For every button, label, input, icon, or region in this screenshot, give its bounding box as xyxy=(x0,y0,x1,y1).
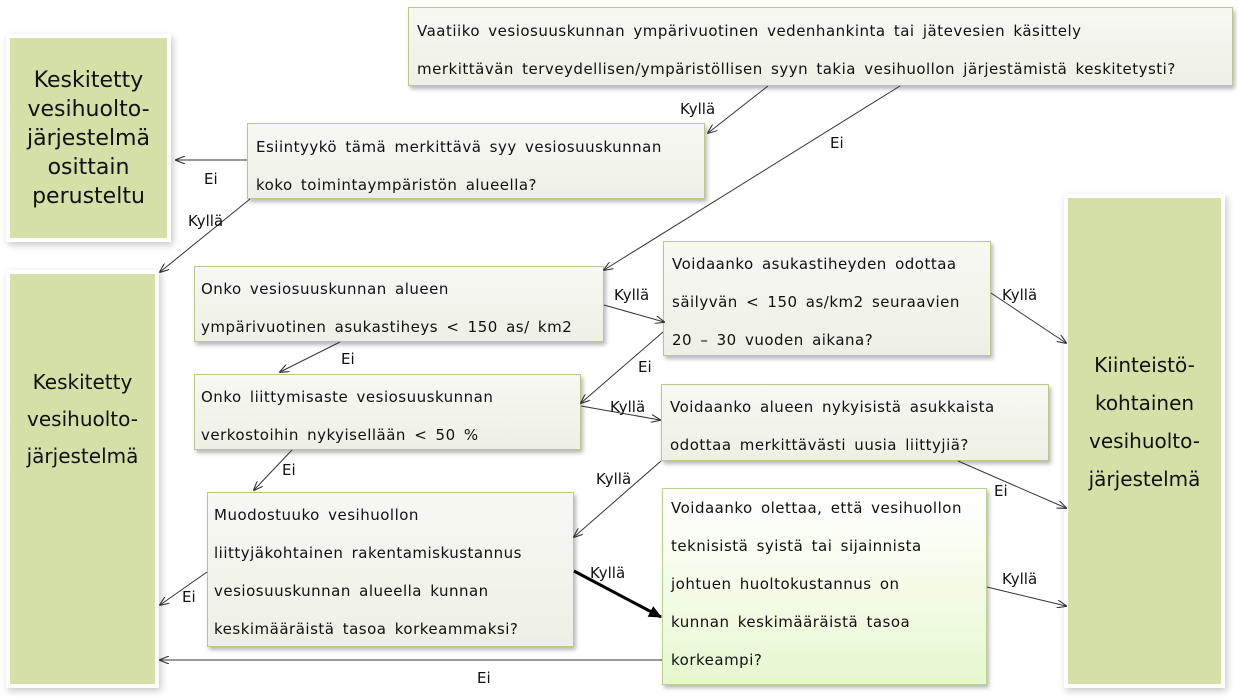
arrow-q6-no xyxy=(958,461,1066,508)
question-line: verkostoihin nykyisellään < 50 % xyxy=(201,426,479,444)
outcome-line: vesihuolto- xyxy=(27,407,138,431)
question-line: Esiintyykö tämä merkittävä syy vesiosuuskunnan xyxy=(256,138,662,156)
edge-label: Ei xyxy=(830,134,844,152)
question-line: Voidaanko alueen nykyisistä asukkaista xyxy=(670,398,995,416)
outcome-line: Kiinteistö- xyxy=(1094,353,1195,377)
arrow-q3-yes xyxy=(604,305,664,322)
arrow-q2-yes xyxy=(160,199,250,272)
edge-label: Ei xyxy=(282,461,296,479)
question-line: koko toimintaympäristön alueella? xyxy=(256,176,538,194)
edge-label: Ei xyxy=(994,482,1008,500)
outcome-line: Keskitetty xyxy=(32,370,133,394)
question-line: merkittävän terveydellisen/ympäristöllisen syyn takia vesihuollon järjestämistä keskitetysti? xyxy=(417,60,1176,78)
edge-label: Kyllä xyxy=(680,100,716,118)
edge-label: Kyllä xyxy=(1002,570,1038,588)
question-line: korkeampi? xyxy=(671,651,763,669)
edge-label: Kyllä xyxy=(614,286,650,304)
outcome-line: järjestelmä xyxy=(1088,467,1201,491)
question-line: Voidaanko asukastiheyden odottaa xyxy=(672,255,957,273)
edge-label: Ei xyxy=(638,358,652,376)
edge-label: Ei xyxy=(341,350,355,368)
question-line: teknisistä syistä tai sijainnista xyxy=(671,537,922,555)
question-line: 20 – 30 vuoden aikana? xyxy=(672,331,874,349)
arrow-q1-no xyxy=(604,86,900,270)
question-line: odottaa merkittävästi uusia liittyjiä? xyxy=(670,436,969,454)
outcome-line: järjestelmä xyxy=(26,444,139,468)
arrow-q1-yes xyxy=(708,86,768,133)
outcome-line: vesihuolto- xyxy=(1089,429,1200,453)
edge-label: Ei xyxy=(182,588,196,606)
arrow-q8-yes xyxy=(987,587,1066,606)
edge-label: Kyllä xyxy=(596,470,632,488)
edge-label: Kyllä xyxy=(1002,286,1038,304)
edge-label: Kyllä xyxy=(590,564,626,582)
arrow-q3-no xyxy=(280,342,340,372)
question-line: ympärivuotinen asukastiheys < 150 as/ km2 xyxy=(201,318,573,336)
question-line: vesiosuuskunnan alueella kunnan xyxy=(214,582,489,600)
edge-label: Ei xyxy=(204,170,218,188)
question-line: johtuen huoltokustannus on xyxy=(671,575,900,593)
outcome-line: perusteltu xyxy=(32,183,145,209)
question-line: Voidaanko olettaa, että vesihuollon xyxy=(671,499,962,517)
edge-label: Kyllä xyxy=(188,212,224,230)
question-line: kunnan keskimääräistä tasoa xyxy=(671,613,911,631)
edge-label: Kyllä xyxy=(610,398,646,416)
question-line: Muodostuuko vesihuollon xyxy=(214,506,419,524)
question-line: keskimääräistä tasoa korkeammaksi? xyxy=(214,620,519,638)
question-line: Onko vesiosuuskunnan alueen xyxy=(201,280,449,298)
edge-label: Ei xyxy=(477,669,491,687)
outcome-line: vesihuolto- xyxy=(27,96,150,122)
outcome-line: osittain xyxy=(47,154,130,180)
outcome-line: Keskitetty xyxy=(33,67,144,93)
outcome-line: järjestelmä xyxy=(27,125,150,151)
question-line: Onko liittymisaste vesiosuuskunnan xyxy=(201,388,494,406)
question-line: säilyvän < 150 as/km2 seuraavien xyxy=(672,293,960,311)
question-line: Vaatiiko vesiosuuskunnan ympärivuotinen vedenhankinta tai jätevesien käsittely xyxy=(417,22,1082,40)
outcome-line: kohtainen xyxy=(1094,391,1195,415)
question-line: liittyjäkohtainen rakentamiskustannus xyxy=(214,544,522,562)
